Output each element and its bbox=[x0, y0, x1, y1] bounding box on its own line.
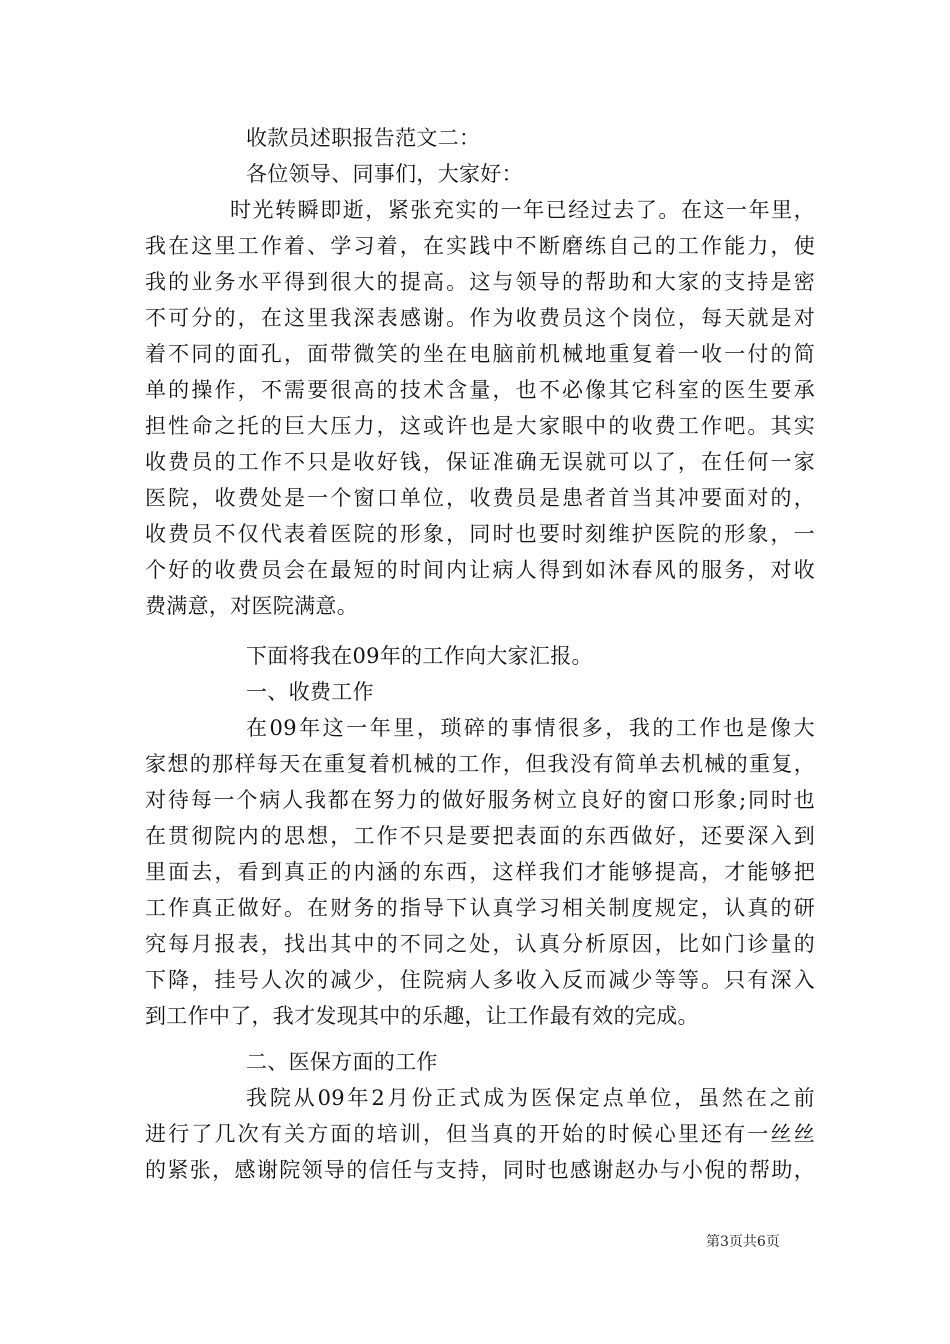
paragraph-line: 时光转瞬即逝，紧张充实的一年已经过去了。在这一年里， bbox=[230, 198, 815, 222]
paragraph-line: 究每月报表，找出其中的不同之处，认真分析原因，比如门诊量的 bbox=[145, 932, 815, 956]
section-heading-1: 一、收费工作 bbox=[246, 680, 374, 704]
paragraph-line: 我的业务水平得到很大的提高。这与领导的帮助和大家的支持是密 bbox=[145, 270, 815, 294]
paragraph-line: 费满意，对医院满意。 bbox=[145, 594, 358, 618]
paragraph-line: 工作真正做好。在财务的指导下认真学习相关制度规定，认真的研 bbox=[145, 896, 815, 920]
paragraph-line: 进行了几次有关方面的培训，但当真的开始的时候心里还有一丝丝 bbox=[145, 1122, 815, 1146]
paragraph-line: 着不同的面孔，面带微笑的坐在电脑前机械地重复着一收一付的简 bbox=[145, 342, 815, 366]
paragraph-line: 单的操作，不需要很高的技术含量，也不必像其它科室的医生要承 bbox=[145, 378, 815, 402]
paragraph-line: 对待每一个病人我都在努力的做好服务树立良好的窗口形象;同时也 bbox=[145, 788, 815, 812]
paragraph-line: 的紧张，感谢院领导的信任与支持，同时也感谢赵办与小倪的帮助， bbox=[145, 1158, 815, 1182]
paragraph-line: 在09年这一年里，琐碎的事情很多，我的工作也是像大 bbox=[246, 716, 815, 740]
paragraph-line: 到工作中了，我才发现其中的乐趣，让工作最有效的完成。 bbox=[145, 1004, 699, 1028]
salutation: 各位领导、同事们，大家好： bbox=[246, 162, 523, 186]
paragraph-line: 下降，挂号人次的减少，住院病人多收入反而减少等等。只有深入 bbox=[145, 968, 815, 992]
paragraph-line: 不可分的，在这里我深表感谢。作为收费员这个岗位，每天就是对 bbox=[145, 306, 815, 330]
paragraph-line: 收费员不仅代表着医院的形象，同时也要时刻维护医院的形象，一 bbox=[145, 522, 815, 546]
paragraph-line: 家想的那样每天在重复着机械的工作，但我没有简单去机械的重复， bbox=[145, 752, 815, 776]
report-title: 收款员述职报告范文二： bbox=[246, 126, 481, 150]
paragraph-line: 收费员的工作不只是收好钱，保证准确无误就可以了，在任何一家 bbox=[145, 450, 815, 474]
paragraph-line: 医院，收费处是一个窗口单位，收费员是患者首当其冲要面对的， bbox=[145, 486, 815, 510]
paragraph-line: 在贯彻院内的思想，工作不只是要把表面的东西做好，还要深入到 bbox=[145, 824, 815, 848]
page-number-footer: 第3页共6页 bbox=[706, 1234, 780, 1250]
paragraph-line: 我在这里工作着、学习着，在实践中不断磨练自己的工作能力，使 bbox=[145, 234, 815, 258]
paragraph-line: 个好的收费员会在最短的时间内让病人得到如沐春风的服务，对收 bbox=[145, 558, 815, 582]
paragraph-line: 里面去，看到真正的内涵的东西，这样我们才能够提高，才能够把 bbox=[145, 860, 815, 884]
section-heading-2: 二、医保方面的工作 bbox=[246, 1050, 438, 1074]
paragraph-line: 担性命之托的巨大压力，这或许也是大家眼中的收费工作吧。其实 bbox=[145, 414, 815, 438]
report-intro-line: 下面将我在09年的工作向大家汇报。 bbox=[246, 644, 593, 668]
paragraph-line: 我院从09年2月份正式成为医保定点单位，虽然在之前 bbox=[246, 1086, 815, 1110]
